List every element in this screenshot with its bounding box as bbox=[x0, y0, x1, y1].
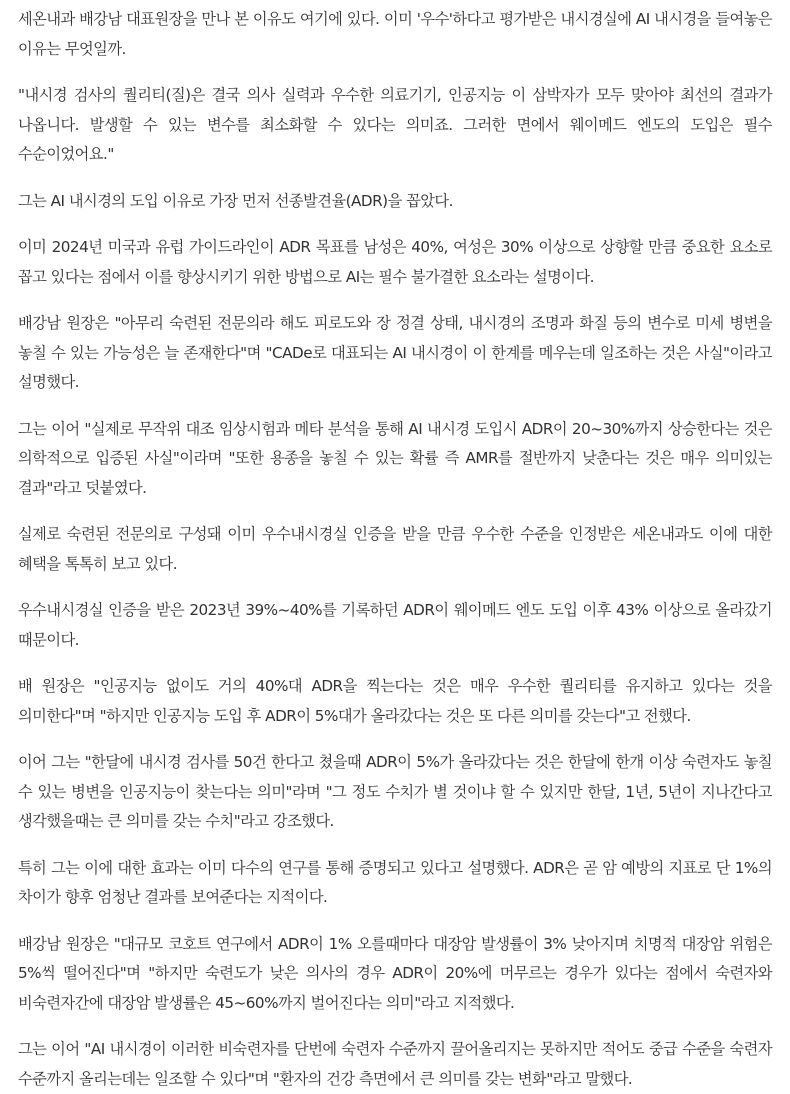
paragraph: 이미 2024년 미국과 유럽 가이드라인이 ADR 목표를 남성은 40%, 여성은 30% 이상으로 상향할 만큼 중요한 요소로 꼽고 있다는 점에서 이를 향상시키기 위한 방법으로 AI는 필수 불가결한 요소라는 설명이다. bbox=[18, 238, 772, 286]
paragraph: 세온내과 배강남 대표원장을 만나 본 이유도 여기에 있다. 이미 '우수'하다고 평가받은 내시경실에 AI 내시경을 들여놓은 이유는 무엇일까. bbox=[18, 10, 772, 58]
paragraph: 배 원장은 "인공지능 없이도 거의 40%대 ADR을 찍는다는 것은 매우 우수한 퀄리티를 유지하고 있다는 것을 의미한다"며 "하지만 인공지능 도입 후 ADR이 5%대가 올라갔다는 것은 또 다른 의미를 갖는다"고 전했다. bbox=[18, 677, 772, 725]
paragraph: 그는 이어 "AI 내시경이 이러한 비숙련자를 단번에 숙련자 수준까지 끌어올리지는 못하지만 적어도 중급 수준을 숙련자 수준까지 올리는데는 일조할 수 있다"며 "환자의 건강 측면에서 큰 의미를 갖는 변화"라고 말했다. bbox=[18, 1040, 772, 1088]
paragraph: "내시경 검사의 퀄리티(질)은 결국 의사 실력과 우수한 의료기기, 인공지능 이 삼박자가 모두 맞아야 최선의 결과가 나옵니다. 발생할 수 있는 변수를 최소화할 수 있다는 의미죠. 그러한 면에서 웨이메드 엔도의 도입은 필수 수순이었어요." bbox=[18, 86, 772, 163]
paragraph: 배강남 원장은 "아무리 숙련된 전문의라 해도 피로도와 장 정결 상태, 내시경의 조명과 화질 등의 변수로 미세 병변을 놓칠 수 있는 가능성은 늘 존재한다"며 "CADe로 대표되는 AI 내시경이 이 한계를 메우는데 일조하는 것은 사실"이라고 설명했다. bbox=[18, 314, 772, 391]
paragraph: 우수내시경실 인증을 받은 2023년 39%~40%를 기록하던 ADR이 웨이메드 엔도 도입 이후 43% 이상으로 올라갔기 때문이다. bbox=[18, 601, 772, 649]
paragraph: 실제로 숙련된 전문의로 구성돼 이미 우수내시경실 인증을 받을 만큼 우수한 수준을 인정받은 세온내과도 이에 대한 혜택을 톡톡히 보고 있다. bbox=[18, 525, 772, 573]
paragraph: 그는 이어 "실제로 무작위 대조 임상시험과 메타 분석을 통해 AI 내시경 도입시 ADR이 20~30%까지 상승한다는 것은 의학적으로 입증된 사실"이라며 "또한 용종을 놓칠 수 있는 확률 즉 AMR를 절반까지 낮춘다는 것은 매우 의미있는 결과"라고 덧붙였다. bbox=[18, 419, 772, 497]
paragraph: 이어 그는 "한달에 내시경 검사를 50건 한다고 쳤을때 ADR이 5%가 올라갔다는 것은 한달에 한개 이상 숙련자도 놓칠 수 있는 병변을 인공지능이 찾는다는 의미"라며 "그 정도 수치가 별 것이냐 할 수 있지만 한달, 1년, 5년이 지나간다고 생각했을때는 큰 의미를 갖는 수치"라고 강조했다. bbox=[18, 753, 772, 830]
paragraph: 특히 그는 이에 대한 효과는 이미 다수의 연구를 통해 증명되고 있다고 설명했다. ADR은 곧 암 예방의 지표로 단 1%의 차이가 향후 엄청난 결과를 보여준다는 지적이다. bbox=[18, 858, 772, 906]
paragraph: 그는 AI 내시경의 도입 이유로 가장 먼저 선종발견율(ADR)을 꼽았다. bbox=[18, 191, 453, 210]
paragraph: 배강남 원장은 "대규모 코호트 연구에서 ADR이 1% 오를때마다 대장암 발생률이 3% 낮아지며 치명적 대장암 위험은 5%씩 떨어진다"며 "하지만 숙련도가 낮은 의사의 경우 ADR이 20%에 머무르는 경우가 있다는 점에서 숙련자와 비숙련자간에 대장암 발생률은 45~60%까지 벌어진다는 의미"라고 지적했다. bbox=[18, 934, 772, 1012]
